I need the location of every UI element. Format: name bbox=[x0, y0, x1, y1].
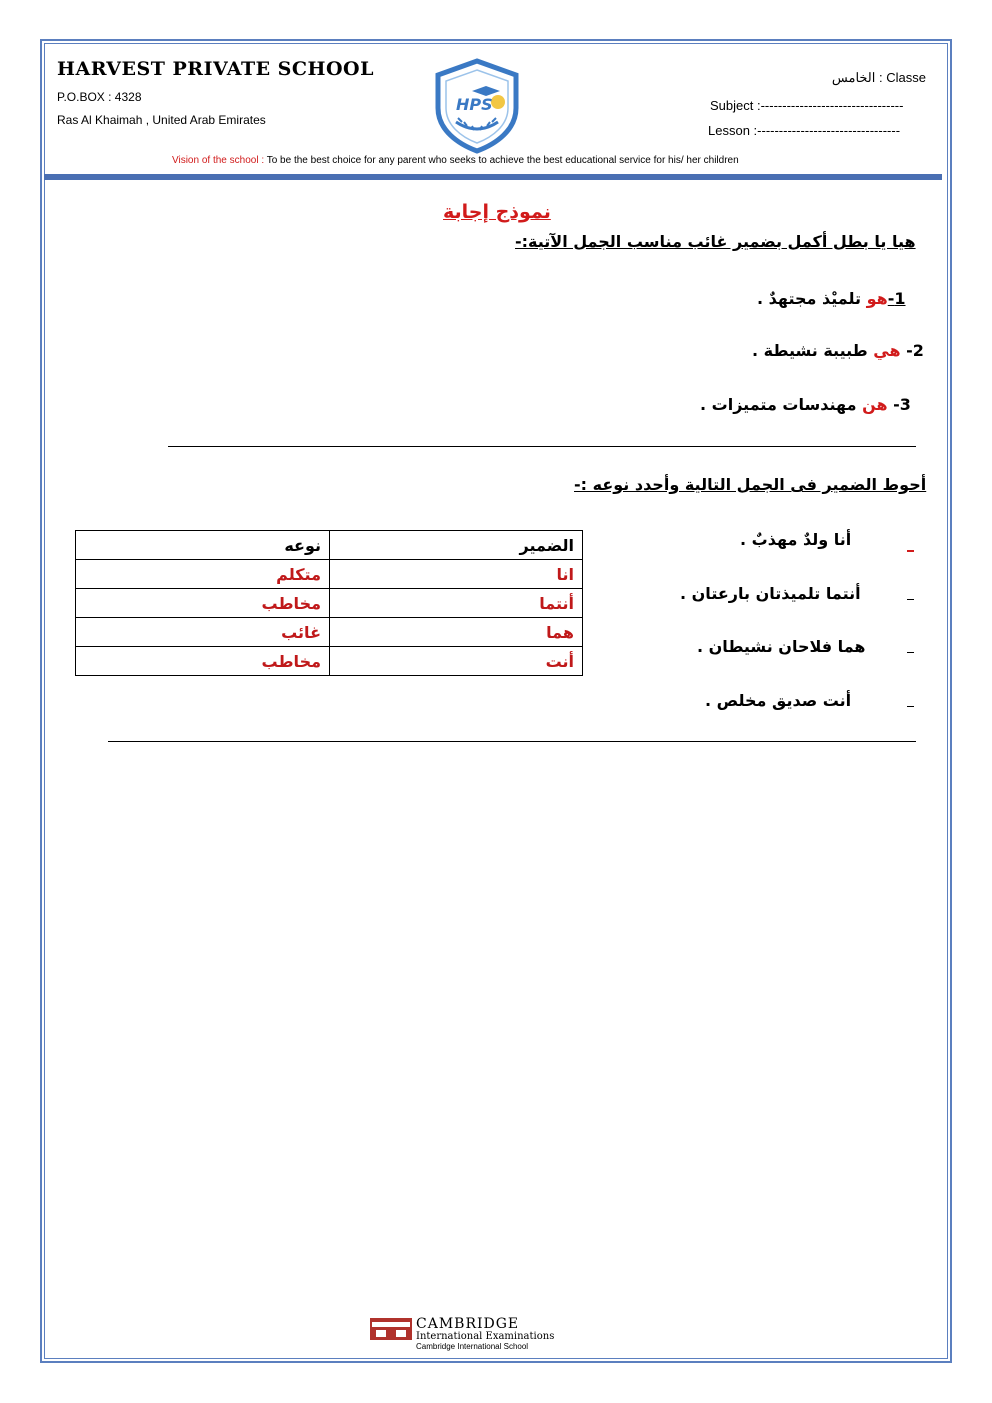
cambridge-crest-icon bbox=[370, 1318, 412, 1340]
instruction-circle-pronoun: أحوط الضمير فى الجمل التالية وأحدد نوعه :- bbox=[574, 475, 927, 494]
list-bullet bbox=[907, 706, 914, 707]
table-cell: مخاطب bbox=[76, 647, 330, 676]
sentence-number: 3- bbox=[887, 395, 911, 414]
answer-key-title: نموذج إجابة bbox=[443, 201, 551, 223]
class-field bbox=[832, 70, 926, 86]
table-row bbox=[76, 560, 583, 589]
table-row bbox=[76, 618, 583, 647]
table-header: الضمير bbox=[330, 531, 583, 560]
header-divider-band bbox=[44, 174, 942, 180]
vision-label: Vision of the school : bbox=[172, 155, 265, 166]
class-value: الخامس bbox=[831, 70, 876, 85]
logo-text: HPS bbox=[456, 95, 493, 114]
sentence-pronoun: هن bbox=[862, 395, 888, 414]
table-cell: أنتما bbox=[330, 589, 583, 618]
list-bullet bbox=[907, 599, 914, 600]
lesson-blank: --------------------------------- bbox=[757, 123, 901, 138]
class-sep: : bbox=[879, 70, 883, 85]
cambridge-sub: International Examinations bbox=[416, 1331, 555, 1342]
sentence-rest: مهندسات متميزات . bbox=[700, 395, 863, 414]
cambridge-name: CAMBRIDGE bbox=[416, 1316, 520, 1332]
sentence-2 bbox=[752, 341, 924, 360]
table-cell: متكلم bbox=[76, 560, 330, 589]
cambridge-logo bbox=[370, 1316, 604, 1352]
example-sentence-4: أنت صديق مخلص . bbox=[705, 691, 852, 710]
subject-label: Subject : bbox=[710, 98, 761, 113]
vision-text: To be the best choice for any parent who seeks to achieve the best educational service for his/ her children bbox=[264, 155, 739, 166]
school-pobox: P.O.BOX : 4328 bbox=[57, 90, 142, 104]
example-sentence-3: هما فلاحان نشيطان . bbox=[697, 637, 866, 656]
instruction-fill-pronoun: هيا يا بطل أكمل بضمير غائب مناسب الجمل الآتية:- bbox=[515, 232, 916, 251]
table-cell: غائب bbox=[76, 618, 330, 647]
section-divider bbox=[168, 446, 916, 447]
table-cell: أنت bbox=[330, 647, 583, 676]
sentence-1 bbox=[757, 289, 906, 308]
sentence-rest: طبيبة نشيطة . bbox=[752, 341, 874, 360]
sentence-number: 2- bbox=[900, 341, 924, 360]
class-label: Classe bbox=[886, 70, 926, 85]
lesson-field bbox=[708, 123, 900, 138]
table-cell: مخاطب bbox=[76, 589, 330, 618]
list-bullet bbox=[907, 550, 914, 552]
lesson-label: Lesson : bbox=[708, 123, 758, 138]
cambridge-school: Cambridge International School bbox=[416, 1342, 529, 1351]
sentence-number: 1- bbox=[887, 289, 906, 308]
sentence-pronoun: هو bbox=[866, 289, 888, 308]
sentence-rest: تلميْذ مجتهدٌ . bbox=[757, 289, 867, 308]
table-header: نوعه bbox=[76, 531, 330, 560]
school-logo-shield-icon bbox=[434, 58, 520, 154]
subject-blank: --------------------------------- bbox=[760, 98, 904, 113]
example-sentence-2: أنتما تلميذتان بارعتان . bbox=[680, 584, 861, 603]
example-sentence-1: أنا ولدٌ مهذبٌ . bbox=[740, 530, 852, 549]
sentence-3 bbox=[700, 395, 911, 414]
school-vision bbox=[172, 155, 739, 166]
table-header-row bbox=[76, 531, 583, 560]
table-row bbox=[76, 647, 583, 676]
section-divider bbox=[108, 741, 916, 742]
sentence-pronoun: هي bbox=[873, 341, 901, 360]
table-cell: انا bbox=[330, 560, 583, 589]
subject-field bbox=[710, 98, 903, 113]
pronoun-table bbox=[75, 530, 583, 676]
table-row bbox=[76, 589, 583, 618]
school-address: Ras Al Khaimah , United Arab Emirates bbox=[57, 113, 266, 127]
school-name: HARVEST PRIVATE SCHOOL bbox=[57, 58, 374, 80]
table-cell: هما bbox=[330, 618, 583, 647]
list-bullet bbox=[907, 652, 914, 653]
